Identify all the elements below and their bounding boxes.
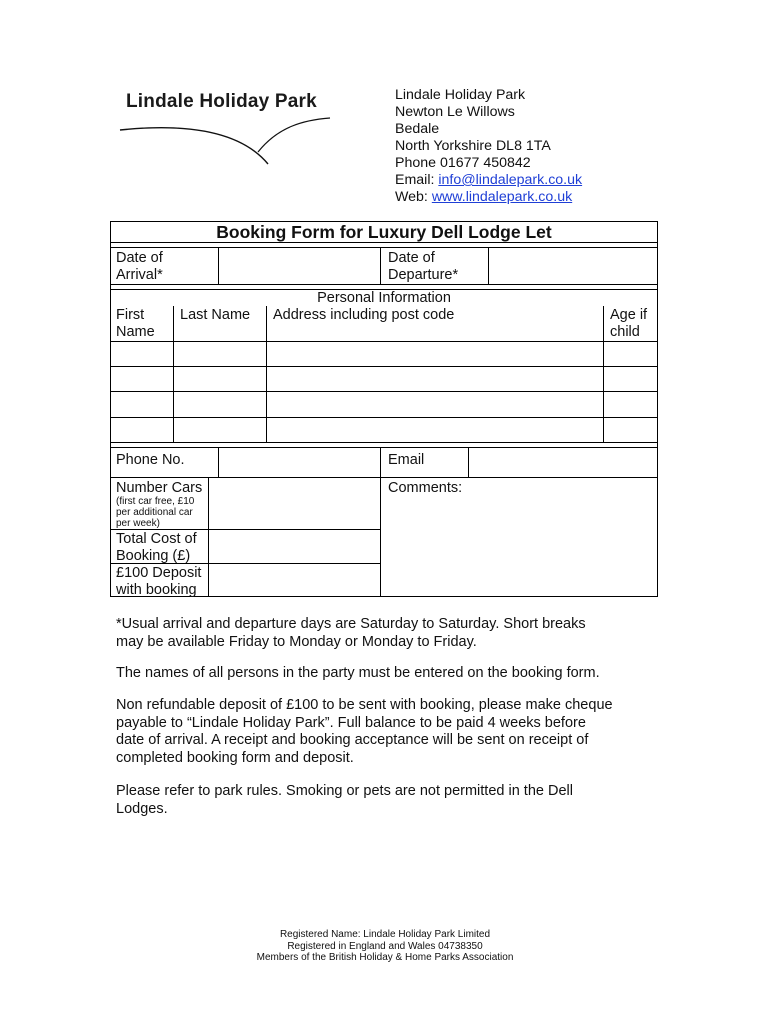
col-age — [610, 307, 647, 341]
rule — [110, 477, 658, 478]
rule — [380, 247, 381, 285]
col-age-line2: child — [610, 324, 640, 340]
address-line-3: North Yorkshire DL8 1TA — [395, 138, 551, 154]
footer-line3: Members of the British Holiday & Home Parks Association — [256, 952, 514, 963]
note-p3-line2: payable to “Lindale Holiday Park”. Full balance to be paid 4 weeks before — [116, 714, 586, 731]
note-deposit — [116, 697, 656, 767]
rule — [110, 221, 111, 597]
cars-note-line3: per week) — [116, 518, 160, 529]
total-cost-field[interactable] — [209, 530, 380, 563]
rule — [110, 442, 658, 443]
note-arrival-days — [116, 616, 656, 651]
col-first-name — [116, 307, 155, 341]
col-last-name: Last Name — [180, 307, 251, 323]
personal-info-heading: Personal Information — [317, 290, 451, 306]
col-address: Address including post code — [273, 307, 455, 323]
cars-label: Number Cars — [116, 480, 203, 496]
rule — [110, 242, 658, 243]
cars-note-line1: (first car free, £10 — [116, 496, 195, 507]
arrival-label-line2: Arrival* — [116, 267, 163, 283]
deposit-field[interactable] — [209, 564, 380, 596]
total-cost-label — [116, 531, 197, 565]
departure-date-field[interactable] — [489, 248, 657, 284]
note-p4-line2: Lodges. — [116, 800, 168, 817]
footer-line2: Registered in England and Wales 04738350 — [287, 940, 483, 952]
web-prefix: Web: — [395, 189, 432, 205]
cars-note-line2: per additional car — [116, 507, 193, 518]
total-label-line1: Total Cost of — [116, 531, 197, 547]
deposit-label-line1: £100 Deposit — [116, 565, 202, 581]
email-label: Email — [388, 452, 425, 468]
address-line-2: Bedale — [395, 121, 440, 137]
note-p3-line3: date of arrival. A receipt and booking acceptance will be sent on receipt of — [116, 732, 589, 748]
park-address-block — [395, 87, 582, 206]
deposit-label — [116, 565, 201, 599]
rule — [110, 341, 658, 342]
col-age-line1: Age if — [610, 307, 648, 323]
logo-swoosh-graphic — [118, 112, 333, 172]
rule — [173, 306, 174, 443]
arrival-label — [116, 250, 163, 284]
phone-field[interactable] — [219, 448, 380, 477]
logo-text: Lindale Holiday Park — [126, 91, 317, 112]
note-p1-line1: *Usual arrival and departure days are Saturday to Saturday. Short breaks — [116, 616, 586, 632]
rule — [657, 221, 658, 597]
arrival-label-line1: Date of — [116, 250, 163, 266]
note-p2-line1: The names of all persons in the party must be entered on the booking form. — [116, 665, 600, 681]
departure-label — [388, 250, 458, 284]
rule — [110, 221, 658, 222]
note-p4-line1: Please refer to park rules. Smoking or pets are not permitted in the Dell — [116, 783, 573, 799]
note-party-names — [116, 665, 656, 683]
rule — [110, 391, 658, 392]
note-park-rules — [116, 783, 656, 818]
total-label-line2: Booking (£) — [116, 548, 191, 564]
address-email-row — [395, 172, 582, 189]
email-field[interactable] — [469, 448, 657, 477]
departure-label-line2: Departure* — [388, 267, 459, 283]
note-p3-line1: Non refundable deposit of £100 to be sent with booking, please make cheque — [116, 697, 613, 713]
address-line-1: Newton Le Willows — [395, 104, 515, 120]
rule — [110, 417, 658, 418]
cars-note — [116, 496, 194, 529]
phone-label: Phone No. — [116, 452, 185, 468]
address-web-row — [395, 189, 582, 206]
cars-field[interactable] — [209, 478, 380, 529]
email-prefix: Email: — [395, 172, 439, 188]
col-first-line2: Name — [116, 324, 155, 340]
rule — [110, 366, 658, 367]
departure-label-line1: Date of — [388, 250, 435, 266]
web-link[interactable]: www.lindalepark.co.uk — [431, 189, 573, 205]
comments-field[interactable] — [381, 498, 657, 596]
address-name: Lindale Holiday Park — [395, 87, 526, 103]
address-phone: Phone 01677 450842 — [395, 155, 531, 171]
email-link[interactable]: info@lindalepark.co.uk — [438, 172, 583, 188]
rule — [266, 306, 267, 443]
note-p1-line2: may be available Friday to Monday or Monday to Friday. — [116, 633, 477, 650]
form-title: Booking Form for Luxury Dell Lodge Let — [216, 222, 552, 242]
rule — [110, 284, 658, 285]
comments-label: Comments: — [388, 480, 463, 496]
col-first-line1: First — [116, 307, 145, 323]
rule — [603, 306, 604, 443]
note-p3-line4: completed booking form and deposit. — [116, 749, 354, 766]
deposit-label-line2: with booking — [116, 582, 197, 598]
footer-registration — [0, 929, 770, 964]
arrival-date-field[interactable] — [219, 248, 380, 284]
footer-line1: Registered Name: Lindale Holiday Park Limited — [279, 929, 491, 940]
